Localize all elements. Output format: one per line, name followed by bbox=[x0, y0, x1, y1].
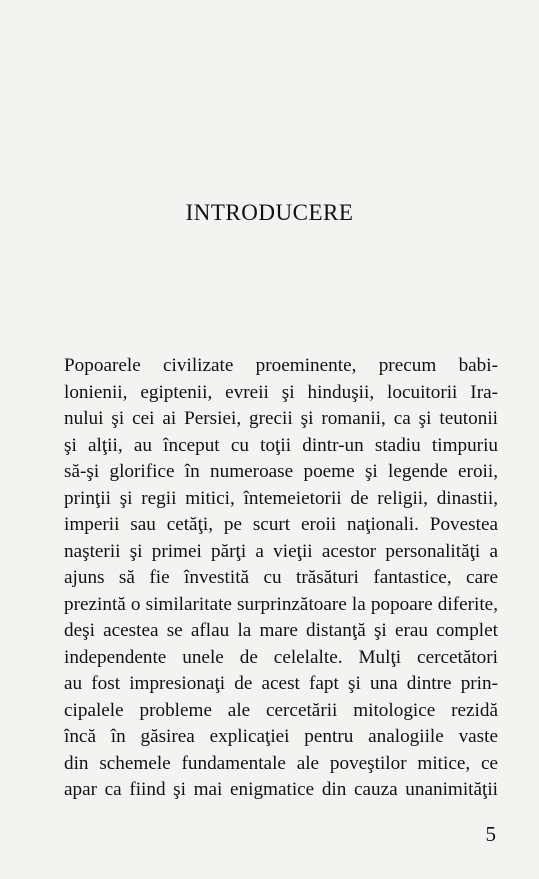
show-through-text bbox=[40, 10, 510, 370]
text-line: lonienii, egiptenii, evreii şi hinduşii, locuitorii Ira- bbox=[64, 381, 498, 403]
text-line: deşi acestea se aflau la mare distanţă şi erau complet bbox=[64, 620, 498, 641]
text-line: prinţii şi regii mitici, întemeietorii de religii, dinastii, bbox=[64, 487, 498, 509]
text-line: ajuns să fie învestită cu trăsături fantastice, care bbox=[64, 567, 498, 588]
text-line: nului şi cei ai Persiei, grecii şi romanii, ca şi teutonii bbox=[64, 408, 498, 429]
text-line: din schemele fundamentale ale poveştilor mitice, ce bbox=[64, 752, 498, 774]
text-line: cipalele probleme ale cercetării mitologice rezidă bbox=[64, 699, 498, 721]
text-line: apar ca fiind şi mai enigmatice din cauza unanimităţii bbox=[64, 779, 498, 800]
page-number: 5 bbox=[485, 822, 496, 846]
text-line: au fost impresionaţi de acest fapt şi una dintre prin- bbox=[64, 673, 498, 694]
body-paragraph bbox=[64, 353, 498, 804]
text-line: prezintă o similaritate surprinzătoare la popoare diferite, bbox=[64, 593, 498, 615]
text-line: imperii sau cetăţi, pe scurt eroii naţionali. Povestea bbox=[64, 514, 498, 535]
text-line: să-şi glorifice în numeroase poeme şi legende eroii, bbox=[64, 461, 498, 482]
text-line: independente unele de celelalte. Mulţi cercetători bbox=[64, 646, 498, 668]
chapter-title: INTRODUCERE bbox=[185, 200, 354, 225]
text-line: naşterii şi primei părţi a vieţii acestor personalităţi a bbox=[64, 540, 498, 562]
text-line: Popoarele civilizate proeminente, precum babi- bbox=[64, 355, 498, 376]
text-line: şi alţii, au început cu toţii dintr-un stadiu timpuriu bbox=[64, 434, 498, 456]
text-line: încă în găsirea explicaţiei pentru analogiile vaste bbox=[64, 726, 498, 747]
